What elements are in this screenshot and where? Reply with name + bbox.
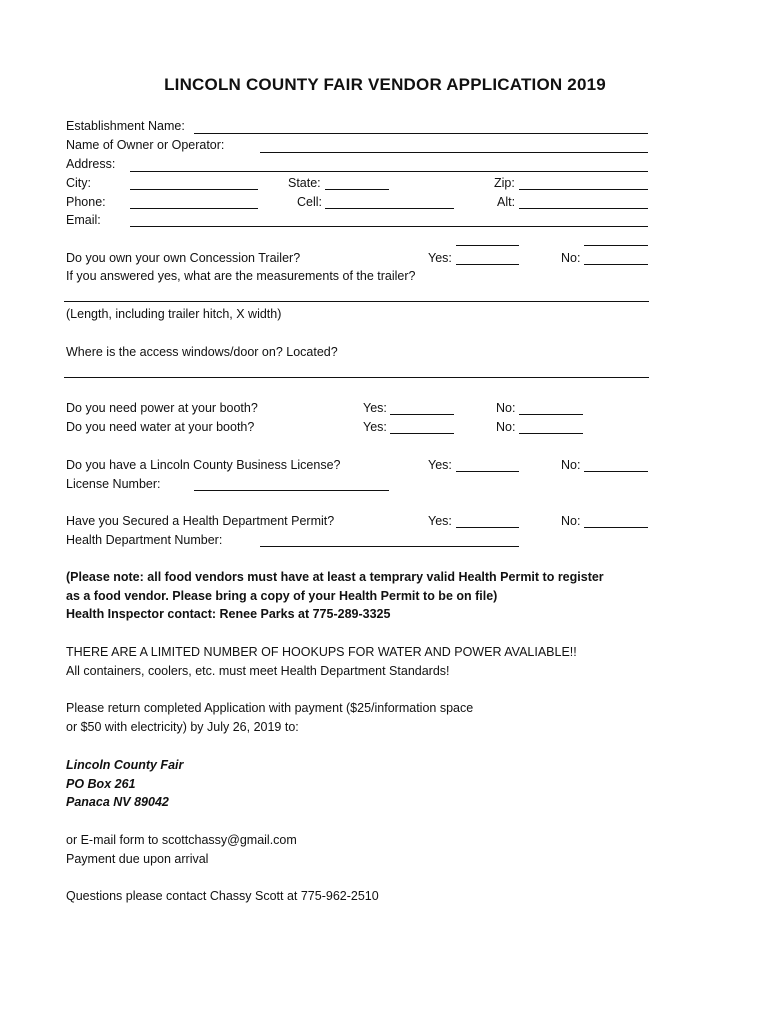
establishment-name-field[interactable]	[194, 133, 648, 134]
water-no-label: No:	[496, 420, 516, 434]
trailer-yes-label: Yes:	[428, 251, 452, 265]
city-label: City:	[66, 176, 91, 190]
water-no-field[interactable]	[519, 433, 583, 434]
note-line-2: as a food vendor. Please bring a copy of your Health Permit to be on file)	[66, 589, 498, 603]
water-question: Do you need water at your booth?	[66, 420, 255, 434]
trailer-yes-line-top	[456, 245, 519, 246]
phone-label: Phone:	[66, 195, 106, 209]
health-number-label: Health Department Number:	[66, 533, 223, 547]
power-question: Do you need power at your booth?	[66, 401, 258, 415]
water-yes-field[interactable]	[390, 433, 454, 434]
power-no-field[interactable]	[519, 414, 583, 415]
power-yes-label: Yes:	[363, 401, 387, 415]
zip-field[interactable]	[519, 189, 648, 190]
trailer-no-field[interactable]	[584, 264, 648, 265]
email-instruction: or E-mail form to scottchassy@gmail.com	[66, 833, 297, 847]
license-question: Do you have a Lincoln County Business License?	[66, 458, 341, 472]
email-field[interactable]	[130, 226, 648, 227]
access-location-field[interactable]	[64, 377, 649, 378]
return-line-2: or $50 with electricity) by July 26, 2019 to:	[66, 720, 299, 734]
page-title: LINCOLN COUNTY FAIR VENDOR APPLICATION 2019	[164, 75, 606, 94]
payment-note: Payment due upon arrival	[66, 852, 209, 866]
trailer-measure-question: If you answered yes, what are the measurements of the trailer?	[66, 269, 416, 283]
cell-label: Cell:	[297, 195, 323, 209]
state-label: State:	[288, 176, 321, 190]
alt-field[interactable]	[519, 208, 648, 209]
mail-po-box: PO Box 261	[66, 777, 136, 791]
health-yes-field[interactable]	[456, 527, 519, 528]
water-yes-label: Yes:	[363, 420, 387, 434]
trailer-measure-hint: (Length, including trailer hitch, X width)	[66, 307, 282, 321]
health-number-field[interactable]	[260, 546, 519, 547]
trailer-question: Do you own your own Concession Trailer?	[66, 251, 301, 265]
health-no-field[interactable]	[584, 527, 648, 528]
license-number-label: License Number:	[66, 477, 161, 491]
license-no-field[interactable]	[584, 471, 648, 472]
trailer-no-label: No:	[561, 251, 581, 265]
owner-label: Name of Owner or Operator:	[66, 138, 225, 152]
city-field[interactable]	[130, 189, 258, 190]
license-number-field[interactable]	[194, 490, 389, 491]
return-line-1: Please return completed Application with payment ($25/information space	[66, 701, 474, 715]
phone-field[interactable]	[130, 208, 258, 209]
trailer-no-line-top	[584, 245, 648, 246]
power-yes-field[interactable]	[390, 414, 454, 415]
health-no-label: No:	[561, 514, 581, 528]
hookups-notice: THERE ARE A LIMITED NUMBER OF HOOKUPS FOR WATER AND POWER AVALIABLE!!	[66, 645, 577, 659]
zip-label: Zip:	[494, 176, 515, 190]
questions-contact: Questions please contact Chassy Scott at 775-962-2510	[66, 889, 379, 903]
access-question: Where is the access windows/door on? Located?	[66, 345, 338, 359]
email-label: Email:	[66, 213, 101, 227]
mail-name: Lincoln County Fair	[66, 758, 184, 772]
establishment-label: Establishment Name:	[66, 119, 185, 133]
alt-label: Alt:	[497, 195, 516, 209]
health-question: Have you Secured a Health Department Permit?	[66, 514, 335, 528]
note-line-1: (Please note: all food vendors must have at least a temprary valid Health Permit to register	[66, 570, 604, 584]
power-no-label: No:	[496, 401, 516, 415]
owner-name-field[interactable]	[260, 152, 648, 153]
health-yes-label: Yes:	[428, 514, 452, 528]
license-yes-field[interactable]	[456, 471, 519, 472]
standards-notice: All containers, coolers, etc. must meet Health Department Standards!	[66, 664, 450, 678]
state-field[interactable]	[325, 189, 389, 190]
mail-city: Panaca NV 89042	[66, 795, 169, 809]
trailer-yes-field[interactable]	[456, 264, 519, 265]
address-field[interactable]	[130, 171, 648, 172]
address-label: Address:	[66, 157, 116, 171]
license-no-label: No:	[561, 458, 581, 472]
trailer-measurements-field[interactable]	[64, 301, 649, 302]
cell-field[interactable]	[325, 208, 454, 209]
health-inspector-contact: Health Inspector contact: Renee Parks at 775-289-3325	[66, 607, 391, 621]
license-yes-label: Yes:	[428, 458, 452, 472]
